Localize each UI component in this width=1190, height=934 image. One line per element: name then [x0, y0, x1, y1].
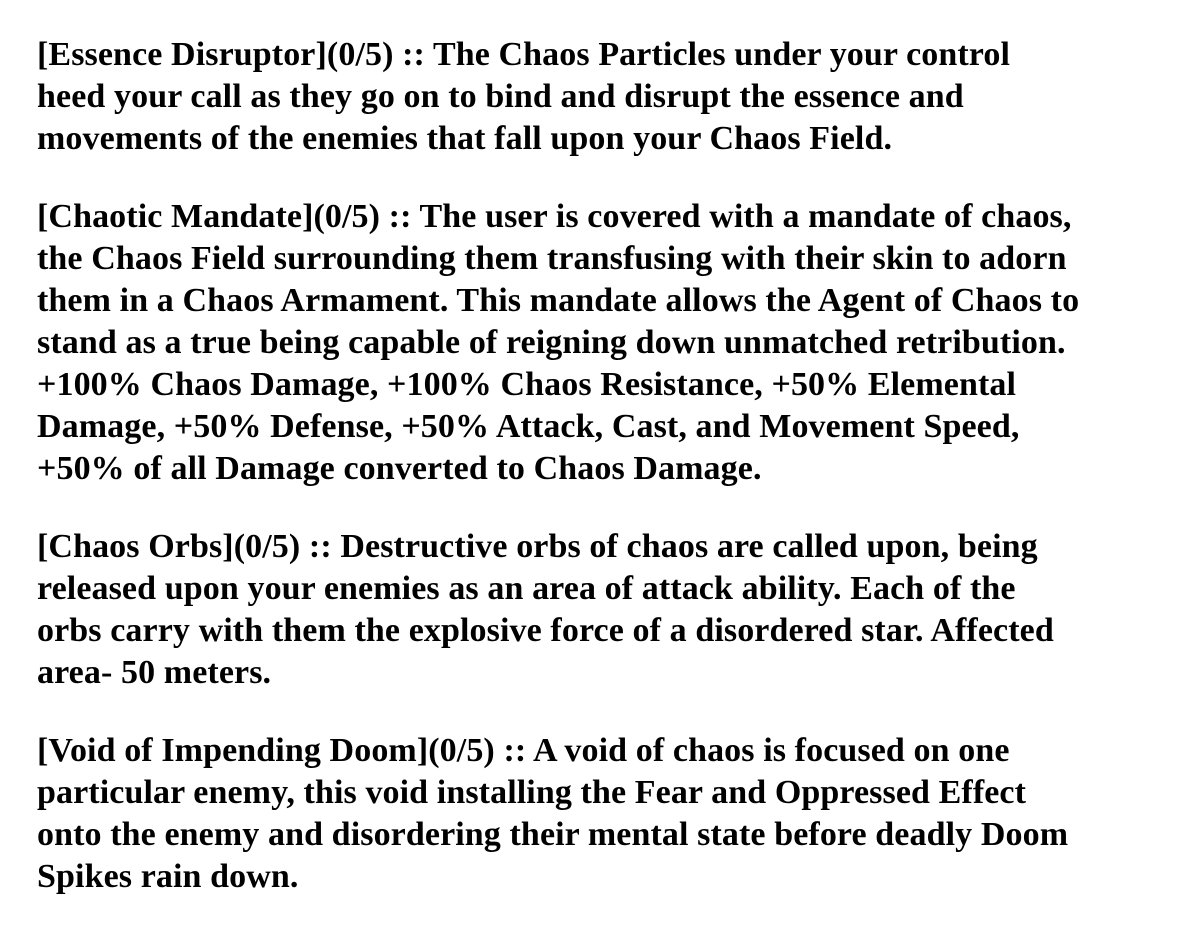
text-line: orbs carry with them the explosive force of a disordered star. Affected: [37, 612, 1054, 649]
skill-chaos-orbs: [37, 526, 1167, 694]
text-line: +50% of all Damage converted to Chaos Damage.: [37, 450, 762, 487]
text-line: Spikes rain down.: [37, 858, 299, 895]
text-line: [Essence Disruptor](0/5) :: The Chaos Particles under your control: [37, 36, 1011, 73]
text-line: stand as a true being capable of reigning down unmatched retribution.: [37, 324, 1066, 361]
text-line: particular enemy, this void installing the Fear and Oppressed Effect: [37, 774, 1027, 811]
text-line: [Chaotic Mandate](0/5) :: The user is covered with a mandate of chaos,: [37, 198, 1072, 235]
text-line: +100% Chaos Damage, +100% Chaos Resistance, +50% Elemental: [37, 366, 1017, 403]
text-line: them in a Chaos Armament. This mandate allows the Agent of Chaos to: [37, 282, 1080, 319]
text-line: movements of the enemies that fall upon your Chaos Field.: [37, 120, 893, 157]
skill-essence-disruptor: [37, 34, 1167, 160]
text-line: onto the enemy and disordering their mental state before deadly Doom: [37, 816, 1069, 853]
text-line: Damage, +50% Defense, +50% Attack, Cast, and Movement Speed,: [37, 408, 1020, 445]
text-line: the Chaos Field surrounding them transfusing with their skin to adorn: [37, 240, 1067, 277]
text-line: [Chaos Orbs](0/5) :: Destructive orbs of chaos are called upon, being: [37, 528, 1038, 565]
skill-chaotic-mandate: [37, 196, 1167, 490]
text-line: heed your call as they go on to bind and disrupt the essence and: [37, 78, 964, 115]
text-line: released upon your enemies as an area of attack ability. Each of the: [37, 570, 1016, 607]
skill-void-of-impending-doom: [37, 730, 1167, 898]
document-body: [37, 34, 1167, 934]
text-line: area- 50 meters.: [37, 654, 272, 691]
text-line: [Void of Impending Doom](0/5) :: A void of chaos is focused on one: [37, 732, 1010, 769]
